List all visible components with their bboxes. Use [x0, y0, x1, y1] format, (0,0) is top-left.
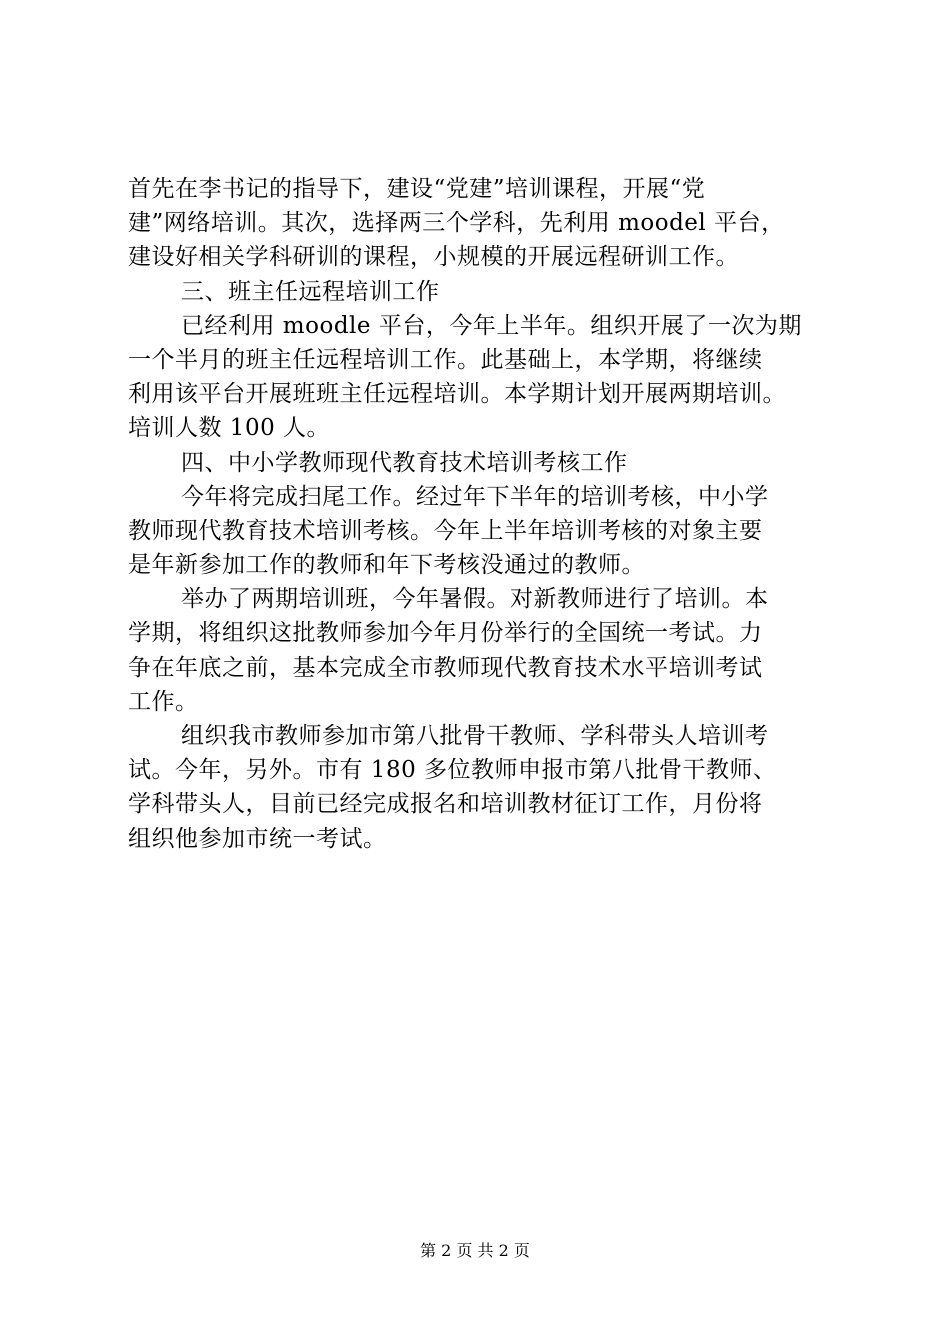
text-line: 组织他参加市统一考试。 — [128, 825, 387, 852]
text-line: 试。今年，另外。市有 180 多位教师申报市第八批骨干教师、 — [128, 757, 777, 784]
text-line: 建设好相关学科研训的课程，小规模的开展远程研训工作。 — [128, 244, 739, 271]
text-line: 争在年底之前，基本完成全市教师现代教育技术水平培训考试 — [128, 654, 763, 681]
section-heading: 四、中小学教师现代教育技术培训考核工作 — [181, 449, 628, 476]
text-line: 利用该平台开展班班主任远程培训。本学期计划开展两期培训。 — [128, 381, 786, 408]
text-line: 已经利用 moodle 平台，今年上半年。组织开展了一次为期 — [181, 312, 802, 339]
text-line: 一个半月的班主任远程培训工作。此基础上，本学期，将继续 — [128, 346, 763, 373]
text-line: 组织我市教师参加市第八批骨干教师、学科带头人培训考 — [181, 723, 769, 749]
text-line: 举办了两期培训班，今年暑假。对新教师进行了培训。本 — [181, 586, 769, 613]
section-heading: 三、班主任远程培训工作 — [181, 278, 440, 305]
text-line: 是年新参加工作的教师和年下考核没通过的教师。 — [128, 552, 645, 579]
text-line: 首先在李书记的指导下，建设“党建”培训课程，开展“党 — [128, 176, 706, 202]
text-line: 工作。 — [128, 688, 199, 715]
text-line: 今年将完成扫尾工作。经过年下半年的培训考核，中小学 — [181, 483, 769, 510]
document-body — [128, 172, 828, 856]
text-line: 学科带头人，目前已经完成报名和培训教材征订工作，月份将 — [128, 791, 763, 818]
page-footer: 第 2 页 共 2 页 — [420, 1241, 530, 1260]
text-line: 教师现代教育技术培训考核。今年上半年培训考核的对象主要 — [128, 517, 763, 544]
text-line: 培训人数 100 人。 — [128, 415, 331, 442]
text-line: 学期，将组织这批教师参加今年月份举行的全国统一考试。力 — [128, 620, 763, 647]
text-line: 建”网络培训。其次，选择两三个学科，先利用 moodel 平台， — [128, 210, 785, 237]
